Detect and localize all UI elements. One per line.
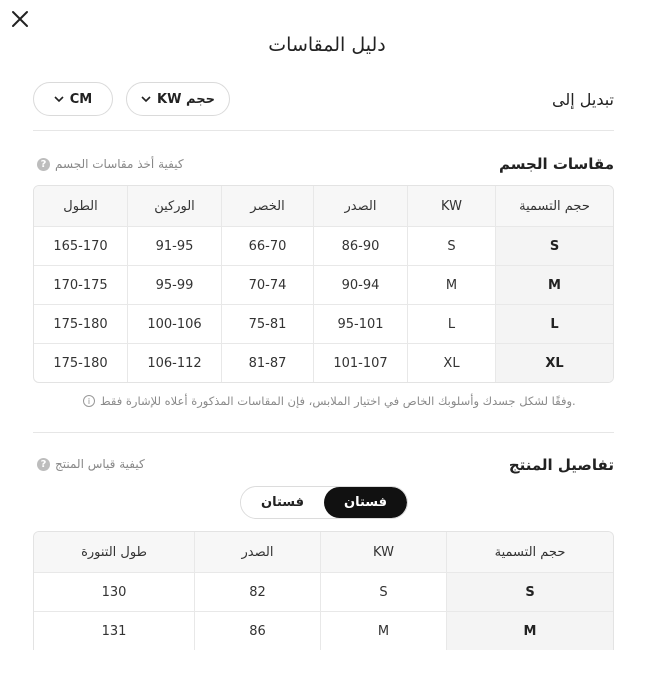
header-chest: الصدر	[194, 532, 320, 572]
cell-label-size: S	[495, 227, 613, 265]
chevron-down-icon	[141, 96, 151, 103]
size-system-dropdown[interactable]	[126, 82, 230, 116]
toggle-option-active[interactable]: فستان	[324, 487, 407, 518]
cell-skirt-length: 130	[101, 584, 127, 600]
switch-label: تبديل إلى	[552, 90, 614, 109]
cell-label-size: M	[446, 612, 613, 650]
cell-waist: 70-74	[221, 266, 313, 304]
product-measure-help-link[interactable]	[37, 457, 145, 471]
cell-hips: 91-95	[127, 227, 221, 265]
unit-dropdown[interactable]	[33, 82, 113, 116]
cell-waist: 75-81	[221, 305, 313, 343]
table-row	[34, 265, 613, 304]
chevron-down-icon	[54, 96, 64, 103]
cell-chest: 86	[194, 612, 320, 650]
cell-height: 170-175	[53, 277, 108, 293]
header-label-size: حجم التسمية	[446, 532, 613, 572]
product-size-table	[33, 531, 614, 650]
cell-hips: 106-112	[127, 344, 221, 382]
header-waist: الخصر	[221, 186, 313, 226]
product-details-title: تفاصيل المنتج	[508, 456, 614, 474]
cell-chest: 86-90	[313, 227, 407, 265]
question-circle-icon: ?	[37, 458, 50, 471]
toggle-option[interactable]: فستان	[241, 487, 324, 518]
cell-height: 175-180	[53, 316, 108, 332]
cell-kw: XL	[407, 344, 495, 382]
cell-label-size: M	[495, 266, 613, 304]
table-row	[34, 226, 613, 265]
cell-kw: S	[407, 227, 495, 265]
divider	[33, 130, 614, 131]
header-hips: الوركين	[127, 186, 221, 226]
table-header-row	[34, 532, 613, 572]
cell-chest: 95-101	[313, 305, 407, 343]
table-row	[34, 611, 613, 650]
unit-switch-row	[33, 82, 614, 116]
cell-hips: 100-106	[127, 305, 221, 343]
product-type-toggle	[240, 486, 408, 519]
table-row	[34, 572, 613, 611]
table-row	[34, 304, 613, 343]
cell-chest: 101-107	[313, 344, 407, 382]
cell-chest: 82	[194, 573, 320, 611]
modal-bottom-edge	[0, 671, 654, 675]
body-measure-help-link[interactable]	[37, 157, 184, 171]
header-skirt-length: طول التنورة	[81, 544, 147, 560]
cell-skirt-length: 131	[101, 623, 127, 639]
unit-label: CM	[69, 91, 93, 107]
header-kw: KW	[407, 186, 495, 226]
cell-height: 165-170	[53, 238, 108, 254]
table-row	[34, 343, 613, 382]
product-measure-help-text: كيفية قياس المنتج	[55, 457, 145, 471]
cell-chest: 90-94	[313, 266, 407, 304]
body-measurements-title: مقاسات الجسم	[498, 155, 614, 173]
size-system-label: KW حجم	[157, 91, 215, 107]
cell-kw: M	[320, 612, 446, 650]
question-circle-icon: ?	[37, 158, 50, 171]
cell-height: 175-180	[53, 355, 108, 371]
cell-label-size: XL	[495, 344, 613, 382]
header-kw: KW	[320, 532, 446, 572]
modal-title: دليل المقاسات	[268, 34, 386, 56]
header-chest: الصدر	[313, 186, 407, 226]
info-circle-icon: i	[83, 395, 95, 407]
header-label-size: حجم التسمية	[495, 186, 613, 226]
cell-kw: M	[407, 266, 495, 304]
cell-waist: 66-70	[221, 227, 313, 265]
body-size-table	[33, 185, 614, 383]
cell-hips: 95-99	[127, 266, 221, 304]
divider	[33, 432, 614, 433]
size-note	[83, 394, 613, 408]
close-button[interactable]	[10, 9, 30, 29]
cell-label-size: L	[495, 305, 613, 343]
body-measure-help-text: كيفية أخذ مقاسات الجسم	[55, 157, 184, 171]
header-height: الطول	[63, 198, 98, 214]
cell-kw: S	[320, 573, 446, 611]
cell-kw: L	[407, 305, 495, 343]
cell-waist: 81-87	[221, 344, 313, 382]
table-header-row	[34, 186, 613, 226]
size-note-text: وفقًا لشكل جسدك وأسلوبك الخاص في اختيار الملابس، فإن المقاسات المذكورة أعلاه للإشارة فقط.	[100, 394, 576, 408]
close-icon	[10, 9, 30, 29]
cell-label-size: S	[446, 573, 613, 611]
